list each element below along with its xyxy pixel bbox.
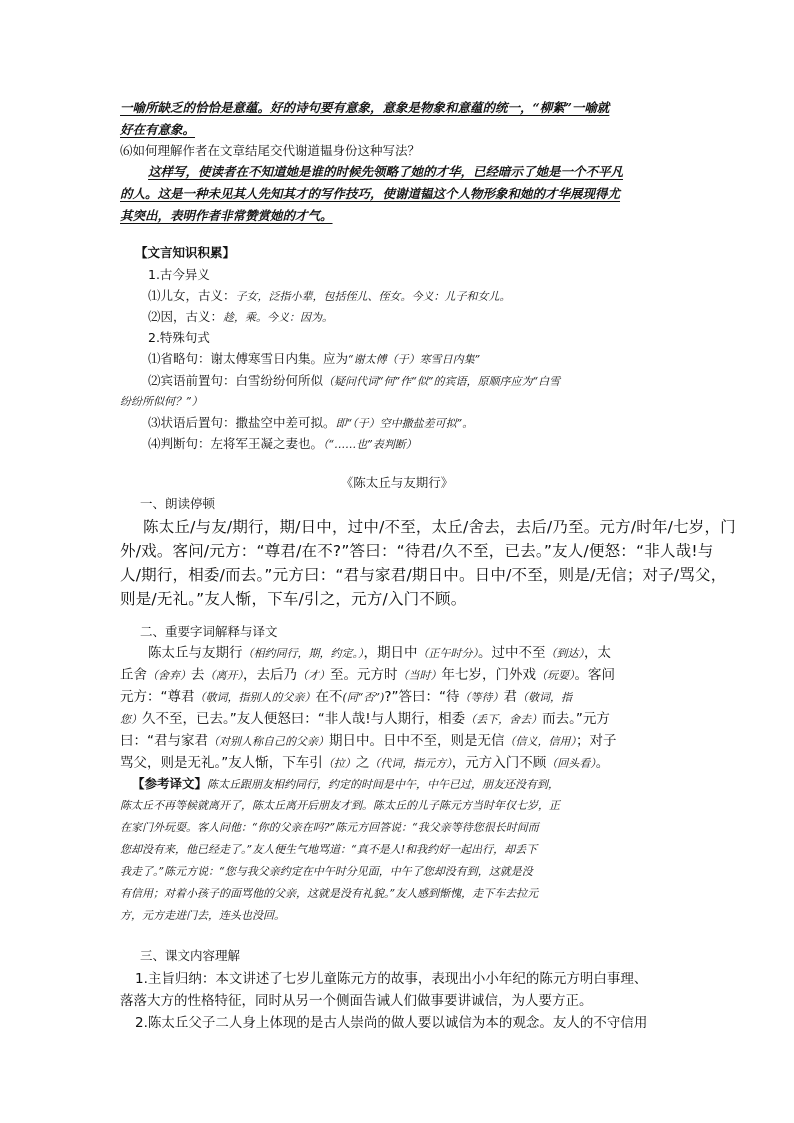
gloss-note: （到达） bbox=[545, 647, 584, 660]
translation-label: 【参考译文】 bbox=[132, 776, 208, 791]
subsection-title: 2.特殊句式 bbox=[148, 330, 210, 345]
section-heading: 三、课文内容理解 bbox=[140, 948, 241, 963]
item-label: ⑷判断句：左将军王凝之妻也。 bbox=[148, 436, 324, 451]
gloss-text: 久不至，已去。”友人便怒曰：“非人哉!与人期行，相委 bbox=[142, 711, 466, 727]
item-note: 子女，泛指小辈，包括侄儿、侄女。今义：儿子和女儿。 bbox=[235, 290, 511, 303]
gloss-text: 期日中。日中不至，则是无信 bbox=[329, 733, 505, 749]
gloss-note: （敬词，指 bbox=[517, 691, 572, 704]
gloss-text: ，去后乃 bbox=[243, 667, 297, 683]
gloss-note: （离开） bbox=[204, 669, 243, 682]
knowledge-item bbox=[148, 307, 333, 328]
translation-text: 我走了。”陈元方说：“您与我父亲约定在中午时分见面，中午了您却没有到，这就是没 bbox=[120, 865, 533, 878]
gloss-text: 元方：“尊君 bbox=[120, 689, 195, 705]
gloss-line bbox=[148, 642, 611, 665]
translation-text: 方，元方走进门去，连头也没回。 bbox=[120, 909, 285, 922]
gloss-note: （等待） bbox=[459, 691, 504, 704]
section-heading: 一、朗读停顿 bbox=[140, 496, 216, 511]
item-note: （疑问代词“何”作“似”的宾语，原顺序应为“白雪 bbox=[323, 375, 561, 388]
item-note: （“……也”表判断） bbox=[323, 438, 417, 451]
text-line: 则是/无礼。”友人惭，下车/引之，元方/入门不顾。 bbox=[120, 590, 467, 608]
answer-line: 的人。这是一种未见其人先知其才的写作技巧，使谢道韫这个人物形象和她的才华展现得尤 bbox=[120, 186, 621, 201]
gloss-line bbox=[120, 664, 615, 687]
gloss-note: （对别人称自己的父亲） bbox=[208, 735, 329, 748]
gloss-text: ，期日中 bbox=[363, 645, 418, 661]
gloss-text: 。 bbox=[595, 755, 610, 771]
text-line: 人/期行，相委/而去。”元方曰：“君与家君/期日中。日中/不至，则是/无信；对子/骂父， bbox=[120, 566, 727, 584]
gloss-note: （玩耍） bbox=[536, 669, 575, 682]
text-line: 2.陈太丘父子二人身上体现的是古人崇尚的做人要以诚信为本的观念。友人的不守信用 bbox=[135, 1015, 648, 1031]
subsection-title: 1.古今异义 bbox=[148, 267, 210, 282]
knowledge-item bbox=[148, 434, 417, 455]
gloss-text: 在不 bbox=[315, 689, 343, 705]
gloss-text: 丘舍 bbox=[120, 667, 147, 683]
gloss-text: 君 bbox=[503, 689, 517, 705]
item-note: 趁，乘。今义：因为。 bbox=[223, 311, 334, 324]
item-label: ⑵因，古义： bbox=[148, 309, 224, 324]
gloss-note: （相约同行，期，约定。） bbox=[242, 647, 364, 660]
text-line: 陈太丘/与友/期行，期/日中，过中/不至，太丘/舍去，去后/乃至。元方/时年/七岁，门 bbox=[143, 518, 736, 536]
answer-line: 一喻所缺乏的恰恰是意蕴。好的诗句要有意象，意象是物象和意蕴的统一，“柳絮”一喻就 bbox=[120, 100, 610, 115]
section-heading: 【文言知识积累】 bbox=[135, 245, 236, 260]
knowledge-item bbox=[148, 349, 480, 370]
answer-line: 其突出，表明作者非常赞赏她的才气。 bbox=[120, 208, 333, 223]
translation-line bbox=[132, 774, 559, 795]
gloss-text: 之 bbox=[355, 755, 370, 771]
gloss-text: 去 bbox=[191, 667, 205, 683]
gloss-note: 您） bbox=[120, 713, 142, 726]
item-label: ⑴儿女，古义： bbox=[148, 288, 236, 303]
question-6: ⑹如何理解作者在文章结尾交代谢道韫身份这种写法？ bbox=[120, 143, 421, 158]
gloss-text: 骂父，则是无礼。”友人惭，下车引 bbox=[120, 755, 323, 771]
gloss-note: （敬词，指别人的父亲） bbox=[194, 691, 316, 704]
gloss-note: （拉） bbox=[322, 757, 356, 770]
item-note: 纷纷所似何？”） bbox=[120, 395, 203, 408]
gloss-note: （回头看） bbox=[546, 757, 596, 770]
gloss-text: 陈太丘与友期行 bbox=[148, 645, 243, 661]
gloss-note: （才） bbox=[297, 669, 330, 682]
item-label: ⑵宾语前置句：白雪纷纷何所似 bbox=[148, 373, 324, 388]
translation-text: 在家门外玩耍。客人问他：“你的父亲在吗?”陈元方回答说：“我父亲等待您很长时间而 bbox=[120, 821, 539, 834]
gloss-text: 。过中不至 bbox=[478, 645, 546, 661]
gloss-text: ；对子 bbox=[576, 733, 617, 749]
gloss-note: （正午时分） bbox=[417, 647, 478, 660]
translation-text: 陈太丘不再等候就离开了，陈太丘离开后朋友才到。陈太丘的儿子陈元方当时年仅七岁，正 bbox=[120, 799, 560, 812]
text-line: 外/戏。客问/元方：“尊君/在不?”答曰：“待君/久不至，已去。”友人/便怒：“非人哉!与 bbox=[120, 542, 714, 560]
knowledge-item bbox=[148, 413, 473, 434]
gloss-text: ，元方入门不顾 bbox=[451, 755, 547, 771]
gloss-text: ?”答曰：“待 bbox=[384, 689, 460, 705]
gloss-line bbox=[120, 752, 609, 775]
gloss-note: （代词，指元方） bbox=[369, 757, 452, 770]
gloss-text: 而去。”元方 bbox=[542, 711, 610, 727]
gloss-note: （信义，信用） bbox=[504, 735, 576, 748]
gloss-text: ，太 bbox=[584, 645, 611, 661]
text-line: 1.主旨归纳：本文讲述了七岁儿童陈元方的故事，表现出小小年纪的陈元方明白事理、 bbox=[135, 971, 648, 987]
gloss-note: (同“否”) bbox=[342, 691, 385, 704]
translation-text: 您却没有来，他已经走了。”友人便生气地骂道：“真不是人!和我约好一起出行，却丢下 bbox=[120, 843, 538, 856]
gloss-text: 年七岁，门外戏 bbox=[441, 667, 536, 683]
knowledge-item bbox=[148, 371, 560, 392]
item-label: ⑶状语后置句：撒盐空中差可拟。 bbox=[148, 415, 336, 430]
section-heading: 二、重要字词解释与译文 bbox=[140, 624, 278, 639]
translation-text: 陈太丘跟朋友相约同行，约定的时间是中午，中午已过，朋友还没有到， bbox=[207, 778, 560, 791]
gloss-line bbox=[120, 708, 610, 731]
gloss-line bbox=[120, 730, 617, 753]
answer-line: 这样写，使读者在不知道她是谁的时候先领略了她的才华，已经暗示了她是一个不平凡 bbox=[148, 164, 624, 179]
gloss-line bbox=[120, 686, 572, 709]
knowledge-item bbox=[148, 286, 511, 307]
item-note: “谢太傅（于）寒雪日内集” bbox=[348, 353, 481, 366]
translation-text: 有信用；对着小孩子的面骂他的父亲，这就是没有礼貌。”友人感到惭愧，走下车去拉元 bbox=[120, 887, 539, 900]
text-line: 落落大方的性格特征，同时从另一个侧面告诫人们做事要讲诚信，为人要方正。 bbox=[120, 993, 593, 1009]
lesson-title: 《陈太丘与友期行》 bbox=[340, 475, 454, 490]
item-note: 即“（于）空中撒盐差可拟”。 bbox=[335, 417, 474, 430]
gloss-note: （舍弃） bbox=[147, 669, 191, 682]
answer-line: 好在有意象。 bbox=[120, 122, 196, 137]
gloss-note: （丢下，舍去） bbox=[465, 713, 543, 726]
item-label: ⑴省略句：谢太傅寒雪日内集。应为 bbox=[148, 351, 349, 366]
gloss-note: （当时） bbox=[397, 669, 442, 682]
gloss-text: 至。元方时 bbox=[330, 667, 398, 683]
gloss-text: 曰：“君与家君 bbox=[120, 733, 208, 749]
gloss-text: 。客问 bbox=[574, 667, 615, 683]
